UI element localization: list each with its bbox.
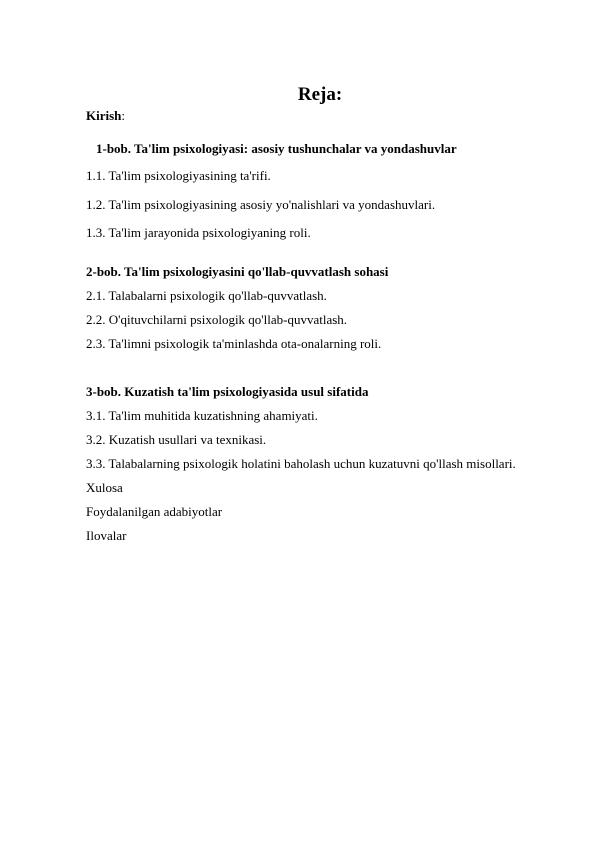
closing-item-conclusion: Xulosa: [86, 480, 123, 495]
chapter-1-item: 1.2. Ta'lim psixologiyasining asosiy yo'nalishlari va yondashuvlari.: [86, 197, 436, 212]
chapter-2-item: 2.1. Talabalarni psixologik qo'llab-quvvatlash.: [86, 288, 327, 303]
closing-item-appendices: Ilovalar: [86, 528, 127, 543]
intro-label: Kirish: [86, 108, 122, 123]
page-title: Reja:: [297, 84, 343, 105]
chapter-1-heading: 1-bob. Ta'lim psixologiyasi: asosiy tushunchalar va yondashuvlar: [96, 141, 457, 156]
chapter-3-heading: 3-bob. Kuzatish ta'lim psixologiyasida usul sifatida: [86, 384, 369, 399]
chapter-2-item: 2.2. O'qituvchilarni psixologik qo'llab-quvvatlash.: [86, 312, 348, 327]
intro-suffix: :: [121, 108, 126, 123]
chapter-3-item: 3.1. Ta'lim muhitida kuzatishning ahamiyati.: [86, 408, 318, 423]
chapter-1-item: 1.3. Ta'lim jarayonida psixologiyaning roli.: [86, 225, 311, 240]
closing-item-references: Foydalanilgan adabiyotlar: [86, 504, 223, 519]
chapter-2-item: 2.3. Ta'limni psixologik ta'minlashda ota-onalarning roli.: [86, 336, 382, 351]
intro-line: [86, 108, 125, 124]
chapter-3-item: 3.3. Talabalarning psixologik holatini baholash uchun kuzatuvni qo'llash misollari.: [86, 456, 516, 471]
chapter-1-item: 1.1. Ta'lim psixologiyasining ta'rifi.: [86, 168, 271, 183]
chapter-2-heading: 2-bob. Ta'lim psixologiyasini qo'llab-quvvatlash sohasi: [86, 264, 389, 279]
chapter-3-item: 3.2. Kuzatish usullari va texnikasi.: [86, 432, 267, 447]
